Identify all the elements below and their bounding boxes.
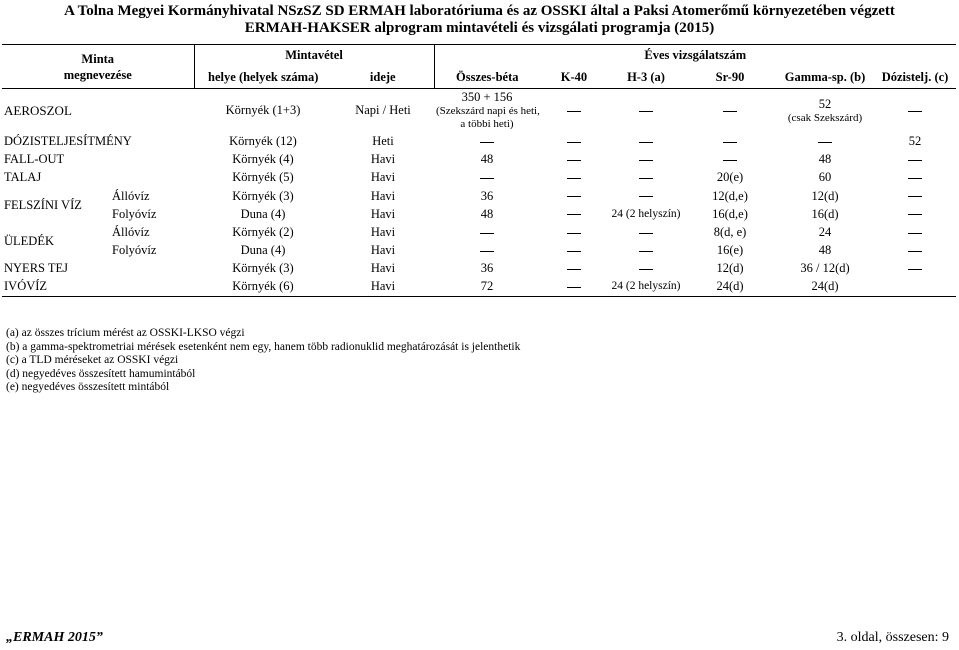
helye-cell: Duna (4) (240, 206, 286, 221)
document-title-line2: ERMAH-HAKSER alprogram mintavételi és vizsgálati programja (2015) (244, 20, 715, 36)
k40-cell (540, 187, 608, 205)
k40-cell (540, 278, 608, 296)
dash-mark (639, 178, 653, 179)
gamma-cell: 12(d) (811, 188, 839, 203)
sr90-cell: 16(d,e) (712, 206, 748, 221)
sample-name: DÓZISTELJESÍTMÉNY (4, 134, 132, 149)
gamma-cell (776, 133, 874, 151)
helye-cell: Környék (4) (232, 152, 294, 167)
doz-cell (874, 242, 956, 260)
doz-cell (874, 260, 956, 278)
header-dozistelj: Dózistelj. (c) (881, 69, 949, 84)
sr90-cell: 16(e) (716, 243, 744, 258)
sample-subtype: Folyóvíz (112, 243, 157, 258)
sample-subtype: Állóvíz (112, 225, 150, 240)
h3-cell (608, 133, 684, 151)
ideje-cell: Heti (372, 134, 394, 149)
sr90-cell (684, 133, 776, 151)
beta-cell (434, 223, 540, 241)
beta-cell: 36 (480, 261, 494, 276)
dozistelj (874, 89, 956, 133)
dash-mark (908, 111, 922, 112)
table-row (2, 278, 956, 296)
footer-page-number: 3. oldal, összesen: 9 (836, 630, 949, 645)
beta-cell: 36 (480, 188, 494, 203)
dash-mark (908, 214, 922, 215)
dash-mark (723, 142, 737, 143)
dash-mark (723, 111, 737, 112)
gamma-cell: 24(d) (811, 279, 839, 294)
sr90-cell: 8(d, e) (713, 225, 747, 240)
gamma-line1: 52 (818, 96, 832, 111)
sample-group-name: FELSZÍNI VÍZ (4, 197, 82, 212)
dash-mark (908, 233, 922, 234)
footnote-a: (a) az összes trícium mérést az OSSKI-LKSO végzi (6, 327, 245, 339)
sample-name: AEROSZOL (4, 103, 72, 119)
k40-cell (540, 242, 608, 260)
beta-cell: 72 (480, 279, 494, 294)
dash-mark (567, 111, 581, 112)
ideje-cell: Havi (370, 243, 396, 258)
header-mintavetel: Mintavétel (194, 45, 434, 67)
dash-mark (723, 160, 737, 161)
doz-cell: 52 (908, 134, 922, 149)
dash-mark (639, 196, 653, 197)
table-row (2, 133, 956, 151)
header-k40: K-40 (560, 69, 588, 84)
header-minta-line1: Minta (81, 51, 115, 66)
table-row (2, 242, 956, 260)
k40-cell (540, 151, 608, 169)
h3 (608, 89, 684, 133)
beta-line1: 350 + 156 (461, 90, 513, 105)
dash-mark (567, 196, 581, 197)
dash-mark (567, 233, 581, 234)
sample-name: TALAJ (4, 170, 42, 185)
gamma-cell: 36 / 12(d) (800, 261, 850, 276)
h3-cell (608, 169, 684, 187)
sr90 (684, 89, 776, 133)
ideje: Napi / Heti (355, 103, 411, 118)
header-gamma: Gamma-sp. (b) (784, 69, 866, 84)
beta-cell (434, 169, 540, 187)
sample-subtype: Állóvíz (112, 188, 150, 203)
dash-mark (908, 269, 922, 270)
gamma-cell: 48 (818, 243, 832, 258)
k40-cell (540, 223, 608, 241)
k40-cell (540, 169, 608, 187)
sample-name: IVÓVÍZ (4, 279, 48, 294)
program-table (2, 44, 956, 297)
h3-cell (608, 187, 684, 205)
gamma-cell: 48 (818, 152, 832, 167)
dash-mark (567, 269, 581, 270)
k40-cell (540, 133, 608, 151)
table-row (2, 187, 956, 205)
helye-cell: Duna (4) (240, 243, 286, 258)
header-minta-line2: megnevezése (63, 67, 132, 82)
dash-mark (908, 160, 922, 161)
helye-cell: Környék (12) (229, 134, 297, 149)
dash-mark (480, 178, 494, 179)
footnote-c: (c) a TLD méréseket az OSSKI végzi (6, 354, 179, 366)
dash-mark (908, 251, 922, 252)
doz-cell (874, 223, 956, 241)
dash-mark (567, 178, 581, 179)
ideje-cell: Havi (370, 279, 396, 294)
h3-cell (608, 260, 684, 278)
dash-mark (639, 111, 653, 112)
dash-mark (480, 251, 494, 252)
header-h3: H-3 (a) (627, 69, 665, 84)
gamma-cell: 16(d) (811, 206, 839, 221)
helye-cell: Környék (3) (232, 188, 294, 203)
sr90-cell: 24(d) (716, 279, 744, 294)
dash-mark (639, 160, 653, 161)
gamma (776, 89, 874, 133)
h3-cell (608, 223, 684, 241)
header-eves: Éves vizsgálatszám (434, 45, 956, 67)
doz-cell (874, 151, 956, 169)
ideje-cell: Havi (370, 225, 396, 240)
h3-cell: 24 (2 helyszín) (611, 207, 681, 220)
ideje-cell: Havi (370, 188, 396, 203)
header-osszes-beta: Összes-béta (434, 67, 540, 89)
table-row (2, 169, 956, 187)
dash-mark (639, 269, 653, 270)
ideje-cell: Havi (370, 152, 396, 167)
beta-cell: 48 (480, 206, 494, 221)
dash-mark (818, 142, 832, 143)
beta-cell: 48 (480, 152, 494, 167)
doz-cell (874, 187, 956, 205)
footnote-b: (b) a gamma-spektrometriai mérések esetenként nem egy, hanem több radionuklid meghatározását is jelenthetik (6, 340, 521, 353)
dash-mark (908, 178, 922, 179)
dash-mark (567, 142, 581, 143)
h3-cell (608, 151, 684, 169)
footnote-e: (e) negyedéves összesített mintából (6, 381, 170, 393)
helye-cell: Környék (3) (232, 261, 294, 276)
dash-mark (908, 196, 922, 197)
footnotes (6, 327, 520, 395)
table-row (2, 151, 956, 169)
doz-cell (874, 205, 956, 223)
footer-document-name: „ERMAH 2015” (6, 630, 103, 645)
gamma-line2: (csak Szekszárd) (787, 111, 863, 124)
table-row (2, 260, 956, 278)
table-row (2, 223, 956, 241)
header-ideje: ideje (369, 69, 396, 84)
gamma-cell: 24 (818, 225, 832, 240)
sr90-cell (684, 151, 776, 169)
ideje-cell: Havi (370, 261, 396, 276)
sample-subtype: Folyóvíz (112, 206, 157, 221)
beta-line2: (Szekszárd napi és heti, (436, 105, 540, 118)
sample-name: FALL-OUT (4, 152, 65, 167)
h3-cell: 24 (2 helyszín) (611, 280, 681, 293)
sr90-cell: 12(d) (716, 261, 744, 276)
dash-mark (567, 251, 581, 252)
dash-mark (639, 251, 653, 252)
beta-cell (434, 133, 540, 151)
header-helye: helye (helyek száma) (194, 67, 332, 89)
osszes-beta (434, 89, 540, 133)
h3-cell (608, 242, 684, 260)
beta-cell (434, 242, 540, 260)
header-minta (2, 45, 194, 89)
header-row-1 (2, 45, 956, 67)
sample-name: NYERS TEJ (4, 261, 69, 276)
dash-mark (567, 287, 581, 288)
helye-cell: Környék (6) (232, 279, 294, 294)
dash-mark (639, 142, 653, 143)
ideje-cell: Havi (370, 206, 396, 221)
dash-mark (480, 233, 494, 234)
ideje-cell: Havi (370, 170, 396, 185)
dash-mark (639, 233, 653, 234)
data-rows (2, 133, 956, 297)
dash-mark (480, 142, 494, 143)
doz-cell (874, 169, 956, 187)
helye: Környék (1+3) (225, 103, 301, 118)
helye-cell: Környék (2) (232, 225, 294, 240)
row-aeroszol (2, 89, 956, 133)
helye-cell: Környék (5) (232, 170, 294, 185)
dash-mark (567, 214, 581, 215)
footnote-d: (d) negyedéves összesített hamumintából (6, 367, 196, 380)
gamma-cell: 60 (818, 170, 832, 185)
sr90-cell: 20(e) (716, 170, 744, 185)
dash-mark (567, 160, 581, 161)
k40-cell (540, 260, 608, 278)
document-title-line1: A Tolna Megyei Kormányhivatal NSzSZ SD ERMAH laboratóriuma és az OSSKI által a Paksi Atomerőmű környezetében végzett (64, 3, 895, 19)
table-row (2, 205, 956, 223)
beta-line3: a többi heti) (460, 118, 514, 131)
sample-group-name: ÜLEDÉK (4, 234, 54, 249)
doz-cell (874, 278, 956, 296)
k40 (540, 89, 608, 133)
sr90-cell: 12(d,e) (712, 188, 748, 203)
header-sr90: Sr-90 (715, 69, 745, 84)
k40-cell (540, 205, 608, 223)
